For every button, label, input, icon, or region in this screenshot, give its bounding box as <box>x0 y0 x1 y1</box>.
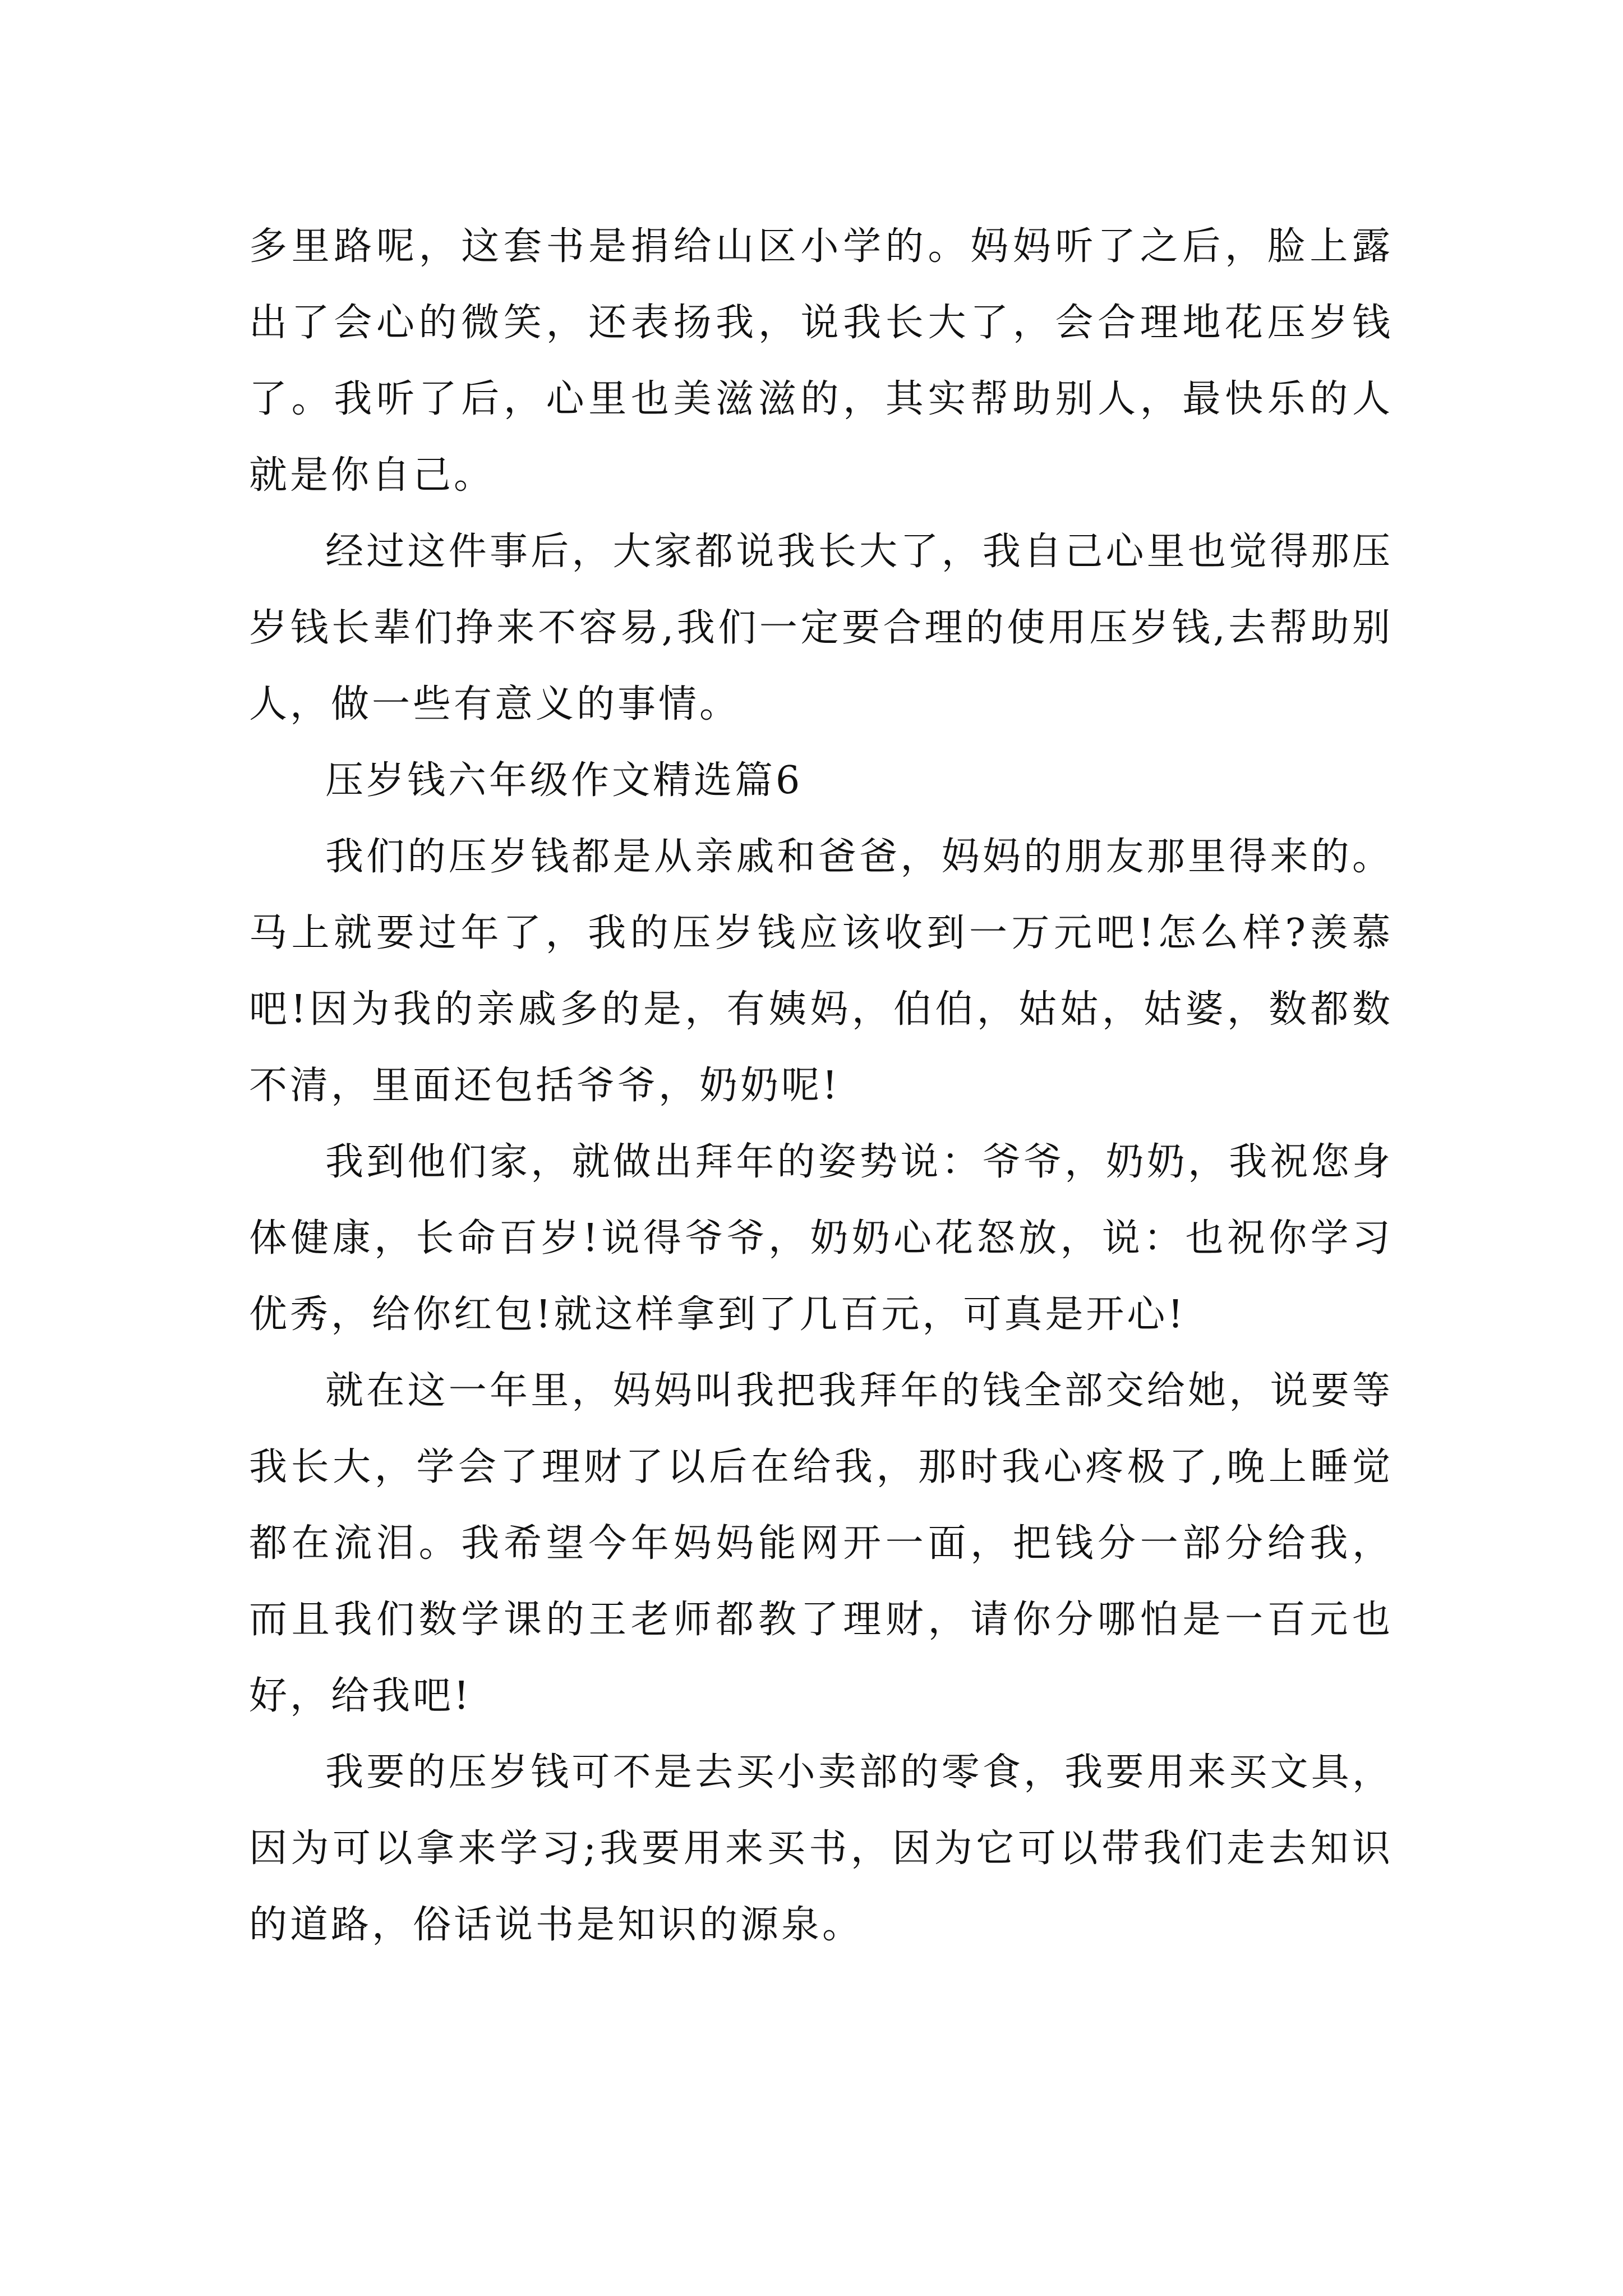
paragraph-5: 就在这一年里，妈妈叫我把我拜年的钱全部交给她，说要等我长大，学会了理财了以后在给我，那时我心疼极了,晚上睡觉都在流泪。我希望今年妈妈能网开一面，把钱分一部分给我，而且我们数学课的王老师都教了理财，请你分哪怕是一百元也好，给我吧! <box>249 1369 1393 1718</box>
paragraph-4: 我到他们家，就做出拜年的姿势说：爷爷，奶奶，我祝您身体健康，长命百岁!说得爷爷，奶奶心花怒放，说：也祝你学习优秀，给你红包!就这样拿到了几百元，可真是开心! <box>249 1140 1393 1337</box>
paragraph-2: 经过这件事后，大家都说我长大了，我自己心里也觉得那压岁钱长辈们挣来不容易,我们一定要合理的使用压岁钱,去帮助别人，做一些有意义的事情。 <box>249 530 1393 726</box>
paragraph-3: 我们的压岁钱都是从亲戚和爸爸，妈妈的朋友那里得来的。马上就要过年了，我的压岁钱应该收到一万元吧!怎么样?羡慕吧!因为我的亲戚多的是，有姨妈，伯伯，姑姑，姑婆，数都数不清，里面还包括爷爷，奶奶呢! <box>249 835 1393 1108</box>
section-heading: 压岁钱六年级作文精选篇6 <box>325 758 803 803</box>
document-body <box>249 209 1393 1963</box>
paragraph-1: 多里路呢，这套书是捐给山区小学的。妈妈听了之后，脸上露出了会心的微笑，还表扬我，说我长大了，会合理地花压岁钱了。我听了后，心里也美滋滋的，其实帮助别人，最快乐的人就是你自己。 <box>249 224 1393 498</box>
paragraph-6: 我要的压岁钱可不是去买小卖部的零食，我要用来买文具，因为可以拿来学习;我要用来买书，因为它可以带我们走去知识的道路，俗话说书是知识的源泉。 <box>249 1750 1393 1947</box>
